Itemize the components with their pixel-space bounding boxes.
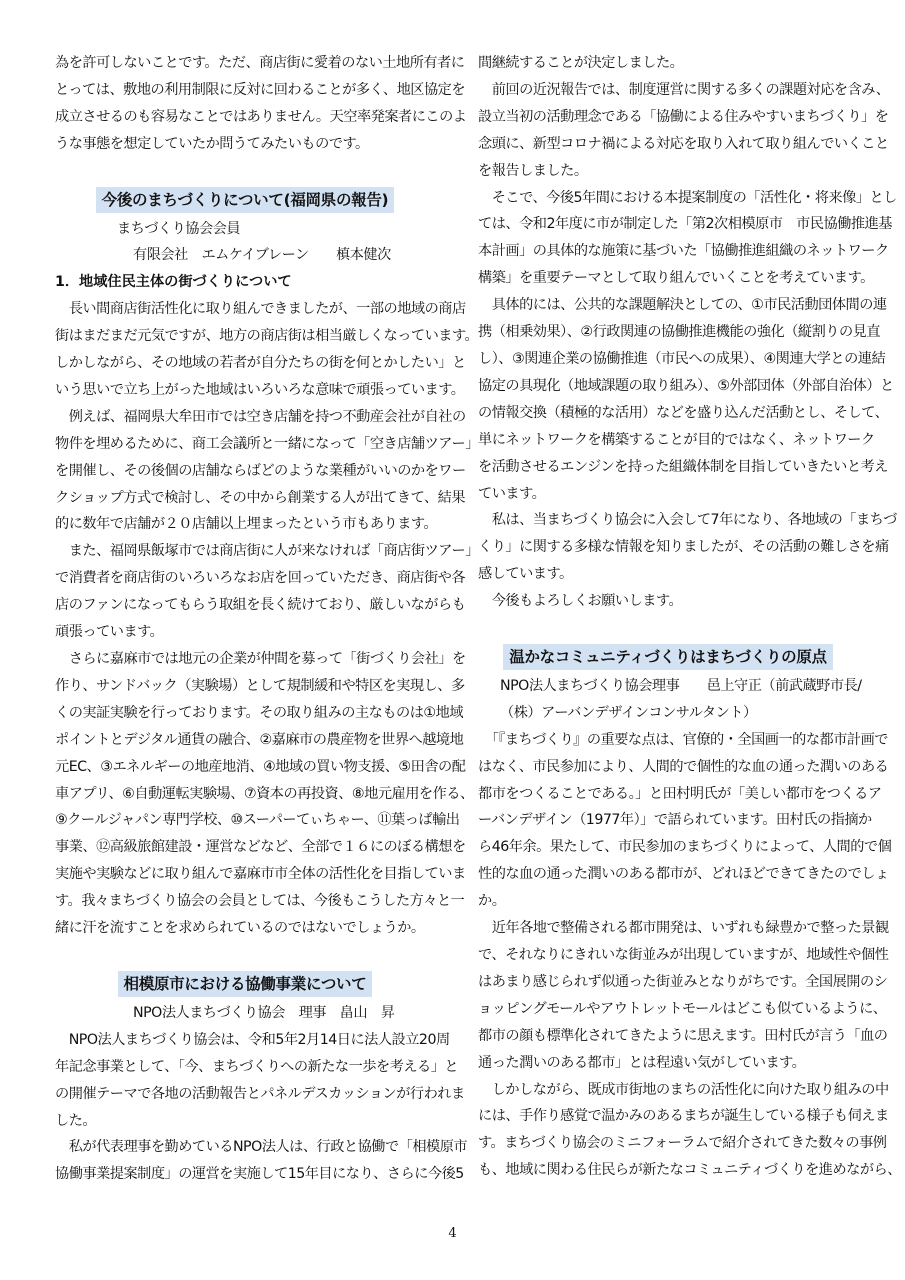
text-line: 通った潤いのある都市」とは程遠い気がしています。 [478, 1054, 806, 1071]
text-line: ⑨クールジャパン専門学校、⑩スーパーてぃちゃー、⑪葉っぱ輸出 [55, 812, 460, 829]
text-line: で、それなりにきれいな街並みが出現していますが、地域性や個性 [478, 946, 889, 963]
left-column [55, 50, 479, 1188]
byline-author: 有限会社 エムケイブレーン 槙本健次 [133, 247, 391, 264]
text-line: くり」に関する多様な情報を知りましたが、その活動の難しさを痛 [478, 539, 889, 556]
text-line: を開催し、その後個の店舗ならばどのような業種がいいのかをワー [55, 462, 466, 479]
text-line: いう思いで立ち上がった地域はいろいろな意味で頑張っています。 [55, 381, 465, 398]
text-line: 的に数年で店舗が２０店舗以上埋まったという市もあります。 [55, 516, 438, 533]
text-line: さらに嘉麻市では地元の企業が仲間を募って「街づくり会社」を [55, 651, 466, 668]
text-line: 設立当初の活動理念である「協働による住みやすいまちづくり」を [478, 108, 889, 125]
text-line: 都市をつくることである。」と田村明氏が「美しい都市をつくるア [478, 785, 882, 802]
text-line: で消費者を商店街のいろいろなお店を回っていただき、商店街や各 [55, 570, 466, 587]
text-line: 店のファンになってもらう取組を長く続けており、厳しいながらも [55, 597, 466, 614]
section-heading-fukuoka: 今後のまちづくりについて(福岡県の報告) [96, 187, 395, 213]
text-line: 年記念事業として、「今、まちづくりへの新たな一歩を考える」と [55, 1058, 459, 1075]
text-line: NPO法人まちづくり協会は、令和5年2月14日に法人設立20周 [55, 1031, 450, 1048]
text-line: 単にネットワークを構築することが目的ではなく、ネットワーク [478, 431, 875, 448]
byline-author: NPO法人まちづくり協会 理事 畠山 昇 [133, 1004, 395, 1021]
text-line: ては、令和2年度に市が制定した「第2次相模原市 市民協働推進基 [478, 216, 892, 233]
text-line: を報告しました。 [478, 162, 588, 179]
text-line: 本計画」の具体的な施策に基づいた「協働推進組織のネットワーク [478, 243, 889, 260]
text-line: ーバンデザイン（1977年）」で語られています。田村氏の指摘か [478, 812, 872, 829]
text-line: 街はまだまだ元気ですが、地方の商店街は相当厳しくなっています。 [55, 328, 479, 345]
text-line: 念頭に、新型コロナ禍による対応を取り入れて取り組んでいくこと [478, 135, 889, 152]
text-line: の開催テーマで各地の活動報告とパネルデスカッションが行われま [55, 1085, 465, 1102]
text-line: の情報交換（積極的な活用）などを盛り込んだ活動とし、そして、 [478, 404, 889, 421]
text-line: 間継続することが決定しました。 [478, 55, 684, 71]
text-line: 成立させるのも容易なことではありません。天空率発案者にこのよ [55, 108, 467, 125]
text-line: うな事態を想定していたか問うてみたいものです。 [55, 135, 369, 152]
text-line: 協働事業提案制度」の運営を実施して15年目になり、さらに今後5 [55, 1166, 464, 1183]
text-line: 性的な血の通った潤いのある都市が、どれほどできてきたのでしょ [478, 866, 889, 883]
text-line: す。まちづくり協会のミニフォーラムで紹介されてきた数々の事例 [478, 1135, 887, 1152]
text-line: また、福岡県飯塚市では商店街に人が来なければ「商店街ツアー」 [55, 543, 479, 560]
text-line: くの実証実験を行っております。その取り組みの主なものは①地域 [55, 704, 464, 721]
text-line: 事業、⑫高級旅館建設・運営などなど、全部で１６にのぼる構想を [55, 839, 466, 856]
right-column [478, 50, 901, 1184]
text-line: には、手作り感覚で温かみのあるまちが誕生している様子も伺えま [478, 1108, 889, 1125]
text-line: しかしながら、既成市街地のまちの活性化に向けた取り組みの中 [478, 1081, 889, 1098]
text-line: 元EC、③エネルギーの地産地消、④地域の買い物支援、⑤田舎の配 [55, 758, 466, 775]
text-line: ています。 [478, 485, 546, 502]
text-line: 私は、当まちづくり協会に入会して7年になり、各地域の「まちづ [478, 512, 897, 529]
subheading: 1．地域住民主体の街づくりについて [55, 274, 292, 291]
section-heading-sagamihara: 相模原市における協働事業について [118, 971, 373, 997]
text-line: しかしながら、その地域の若者が自分たちの街を何とかしたい」と [55, 355, 466, 372]
text-line: 例えば、福岡県大牟田市では空き店舗を持つ不動産会社が自社の [55, 408, 466, 425]
text-line: ら46年余。果たして、市民参加のまちづくりによって、人間的で個 [478, 839, 892, 856]
byline-org: まちづくり協会会員 [117, 220, 241, 237]
text-line: も、地域に関わる住民らが新たなコミュニティづくりを進めながら、 [478, 1162, 901, 1179]
community-body [478, 727, 901, 1184]
text-line: 長い間商店街活性化に取り組んできましたが、一部の地域の商店 [55, 301, 466, 318]
text-line: か。 [478, 893, 506, 910]
text-line: 今後もよろしくお願いします。 [478, 593, 683, 610]
text-line: 作り、サンドバック（実験場）として規制緩和や特区を実現し、多 [55, 677, 465, 694]
text-line: 協定の具現化（地域課題の取り組み）、⑤外部団体（外部自治体）と [478, 377, 894, 394]
text-line: す。我々まちづくり協会の会員としては、今後もこうした方々と一 [55, 893, 465, 910]
text-line: 近年各地で整備される都市開発は、いずれも緑豊かで整った景観 [478, 920, 889, 937]
text-line: 構築」を重要テーマとして取り組んでいくことを考えています。 [478, 270, 874, 287]
text-line: 携（相乗効果）、②行政関連の協働推進機能の強化（縦割りの見直 [478, 324, 881, 341]
text-line: 具体的には、公共的な課題解決としての、①市民活動団体間の連 [478, 297, 887, 314]
text-line: 物件を埋めるために、商工会議所と一緒になって「空き店舗ツアー」 [55, 435, 479, 452]
text-line: とっては、敷地の利用制限に反対に回わることが多く、地区協定を [55, 81, 466, 98]
sagamihara-body [55, 1027, 468, 1188]
text-line: ポイントとデジタル通貨の融合、②嘉麻市の農産物を世界へ越境地 [55, 731, 464, 748]
text-line: 「『まちづくり』の重要な点は、官僚的・全国画一的な都市計画で [478, 731, 888, 748]
text-line: そこで、今後5年間における本提案制度の「活性化・将来像」とし [478, 189, 897, 206]
text-line: はなく、市民参加により、人間的で個性的な血の通った潤いのある [478, 758, 889, 775]
text-line: 実施や実験などに取り組んで嘉麻市市全体の活性化を目指していま [55, 866, 466, 883]
section-heading-community: 温かなコミュニティづくりはまちづくりの原点 [503, 644, 833, 670]
text-line: 私が代表理事を勤めているNPO法人は、行政と協働で「相模原市 [55, 1139, 468, 1156]
text-line: し）、③関連企業の協働推進（市民への成果）、④関連大学との連結 [478, 350, 886, 367]
page-number: 4 [448, 1226, 457, 1241]
text-line: 緒に汗を流すことを求められているのではないでしょうか。 [55, 920, 425, 937]
text-line: 車アプリ、⑥自動運転実験場、⑦資本の再投資、⑧地元雇用を作る、 [55, 785, 474, 802]
text-line: した。 [55, 1112, 97, 1129]
text-line: 都市の顔も標準化されてきたように思えます。田村氏が言う「血の [478, 1027, 888, 1044]
fukuoka-body [55, 296, 479, 942]
text-line: 為を許可しないことです。ただ、商店街に愛着のない土地所有者に [55, 55, 465, 71]
byline-affiliation: （株）アーバンデザインコンサルタント） [500, 704, 757, 721]
text-line: 頑張っています。 [55, 624, 164, 641]
sagamihara-body-continued [478, 50, 897, 615]
text-line: 感しています。 [478, 566, 573, 583]
text-line: はあまり感じられず似通った街並みとなりがちです。全国展開のシ [478, 973, 888, 990]
text-line: ョッピングモールやアウトレットモールはどこも似ているように、 [478, 1000, 887, 1017]
text-line: クショップ方式で検討し、その中から創業する人が出てきて、結果 [55, 489, 466, 506]
intro-paragraph [55, 50, 467, 158]
byline-author: NPO法人まちづくり協会理事 邑上守正（前武蔵野市長/ [500, 677, 862, 694]
text-line: 前回の近況報告では、制度運営に関する多くの課題対応を含み、 [478, 81, 890, 98]
text-line: を活動させるエンジンを持った組織体制を目指していきたいと考え [478, 458, 888, 475]
